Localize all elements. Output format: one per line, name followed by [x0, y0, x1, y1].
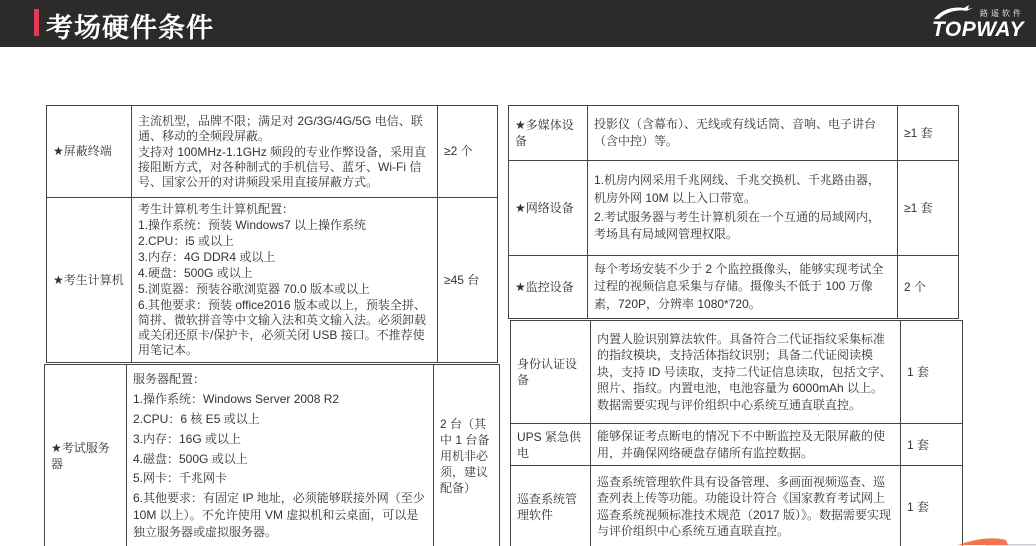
table-row	[509, 256, 959, 319]
table-row	[509, 161, 959, 256]
description-line: 每个考场安装不少于 2 个监控摄像头，能够实现考试全过程的视频信息采集与存储。摄像头不低于 100 万像素，720P，分辨率 1080*720。	[594, 262, 884, 311]
description-line: 4.磁盘：500G 或以上	[133, 451, 248, 466]
device-category: 身份认证设备	[511, 321, 591, 424]
device-description	[591, 321, 901, 424]
description-line: 1.机房内网采用千兆网线、千兆交换机、千兆路由器，机房外网 10M 以上入口带宽。	[594, 173, 881, 205]
description-line: 主流机型，品牌不限；满足对 2G/3G/4G/5G 电信、联通、移动的全频段屏蔽。	[138, 113, 423, 143]
table-row	[47, 198, 498, 363]
corner-swoosh-decoration	[946, 532, 1036, 546]
device-description	[591, 466, 901, 546]
device-description	[132, 198, 438, 363]
device-description	[588, 161, 898, 256]
device-category: UPS 紧急供电	[511, 424, 591, 466]
table-row	[511, 424, 963, 466]
description-line: 考生计算机考生计算机配置：	[138, 202, 295, 216]
table-row	[509, 106, 959, 161]
device-category: 巡查系统管理软件	[511, 466, 591, 546]
device-category: ★屏蔽终端	[47, 106, 132, 198]
description-line: 4.硬盘：500G 或以上	[138, 266, 253, 280]
device-description	[132, 106, 438, 198]
device-description	[588, 256, 898, 319]
title-accent-bar	[34, 9, 39, 36]
hardware-table-right-bottom	[510, 320, 963, 546]
device-description	[591, 424, 901, 466]
page-title: 考场硬件条件	[46, 13, 214, 43]
description-line: 2.CPU：6 核 E5 或以上	[133, 412, 260, 426]
device-description	[127, 365, 434, 546]
slide-header	[0, 0, 1036, 47]
device-category: ★监控设备	[509, 256, 588, 319]
device-quantity: ≥1 套	[898, 161, 959, 256]
description-line: 5.网卡：千兆网卡	[133, 471, 228, 486]
description-line: 5.浏览器：预装谷歌浏览器 70.0 版本或以上	[138, 282, 371, 296]
description-line: 能够保证考点断电的情况下不中断监控及无限屏蔽的使用，并确保网络硬盘存储所有监控数据。	[597, 429, 886, 460]
device-quantity: 2 个	[898, 256, 959, 319]
device-category: ★考试服务器	[45, 365, 127, 546]
hardware-table-left-bottom	[44, 364, 500, 546]
description-line: 巡查系统管理软件具有设备管理、多画面视频巡查、巡查列表上传等功能。功能设计符合《国家教育考试网上巡查系统视频标准技术规范（2017 版）》。数据需要实现与评价组织中心系统互通直联直控。	[597, 474, 892, 539]
description-line: 6.其他要求：有固定 IP 地址，必须能够联接外网（至少 10M 以上）。不允许使用 VM 虚拟机和云桌面，可以是独立服务器或虚拟服务器。	[133, 491, 425, 539]
device-category: ★考生计算机	[47, 198, 132, 363]
device-quantity: 1 套	[901, 466, 963, 546]
description-line: 服务器配置：	[133, 372, 206, 387]
hardware-table-right-top	[508, 105, 959, 319]
table-row	[45, 365, 500, 546]
device-quantity: ≥45 台	[438, 198, 498, 363]
table-row	[511, 466, 963, 546]
hardware-table-left-top	[46, 105, 498, 363]
device-quantity: ≥1 套	[898, 106, 959, 161]
device-description	[588, 106, 898, 161]
table-row	[511, 321, 963, 424]
table-row	[47, 106, 498, 198]
device-category: ★多媒体设备	[509, 106, 588, 161]
device-quantity: ≥2 个	[438, 106, 498, 198]
device-quantity: 1 套	[901, 424, 963, 466]
right-table-column	[508, 105, 964, 546]
description-line: 2.考试服务器与考生计算机须在一个互通的局域网内，考场具有局域网管理权限。	[594, 210, 881, 242]
device-category: ★网络设备	[509, 161, 588, 256]
description-line: 支持对 100MHz-1.1GHz 频段的专业作弊设备，采用直接阻断方式，对各种制式的手机信号、蓝牙、Wi-Fi 信号、国家公开的对讲频段采用直接屏蔽方式。	[138, 144, 427, 189]
device-quantity: 2 台（其中 1 台备用机非必须，建议配备）	[434, 365, 500, 546]
description-line: 内置人脸识别算法软件。具备符合二代证指纹采集标准的指纹模块，支持活体指纹识别；具备二代证阅读模块，支持 ID 号读取，支持二代证信息读取，包括文字、照片、指纹。内置电池，电池容量为 6000mAh 以上。数据需要实现与评价组织中心系统互通直联直控。	[597, 331, 892, 412]
description-line: 1.操作系统：预装 Windows7 以上操作系统	[138, 218, 367, 232]
left-table-column	[44, 105, 500, 546]
description-line: 1.操作系统：Windows Server 2008 R2	[133, 392, 340, 407]
description-line: 投影仪（含幕布）、无线或有线话筒、音响、电子讲台（含中控）等。	[594, 116, 877, 148]
logo-wordmark: TOPWAY	[931, 18, 1024, 41]
logo-chinese-text: 路遥软件	[980, 9, 1024, 18]
device-quantity: 1 套	[901, 321, 963, 424]
topway-logo	[932, 4, 1024, 40]
description-line: 6.其他要求：预装 office2016 版本或以上，预装全拼、简拼、微软拼音等中文输入法和英文输入法。必须卸载或关闭还原卡/保护卡，必须关闭 USB 接口。不推荐使用笔记本。	[138, 298, 427, 357]
description-line: 3.内存：16G 或以上	[133, 431, 242, 446]
description-line: 2.CPU：i5 或以上	[138, 234, 235, 248]
description-line: 3.内存：4G DDR4 或以上	[138, 250, 276, 264]
